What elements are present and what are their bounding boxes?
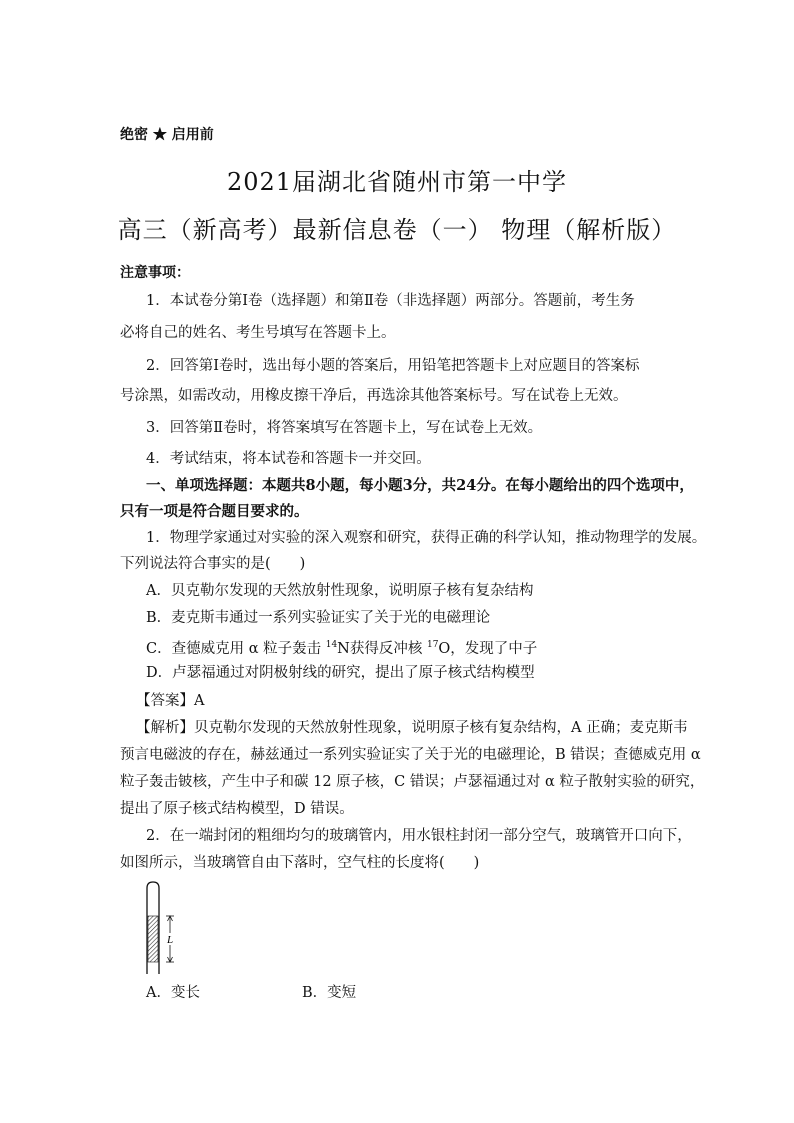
- q2-option-a: A．变长: [146, 985, 200, 1001]
- q2-stem-line2: 如图所示，当玻璃管自由下落时，空气柱的长度将( ): [120, 855, 480, 871]
- q1-analysis-line1: 【解析】贝克勒尔发现的天然放射性现象，说明原子核有复杂结构，A 正确；麦克斯韦: [136, 720, 688, 736]
- glass-tube-figure: [140, 878, 190, 978]
- q2-stem-line1: 2．在一端封闭的粗细均匀的玻璃管内，用水银柱封闭一部分空气，玻璃管开口向下，: [146, 828, 692, 844]
- notice-item-4: 4．考试结束，将本试卷和答题卡一并交回。: [146, 451, 431, 467]
- q1-analysis-line2: 预言电磁波的存在，赫兹通过一系列实验证实了关于光的电磁理论，B 错误；查德威克用 α: [120, 747, 701, 763]
- q1-option-c-text-2: N获得反冲核: [337, 640, 427, 657]
- q1-stem-line1: 1．物理学家通过对实验的深入观察和研究，获得正确的科学认知，推动物理学的发展。: [146, 530, 707, 546]
- q1-answer: 【答案】A: [136, 693, 205, 709]
- notice-item-3: 3．回答第Ⅱ卷时，将答案填写在答题卡上，写在试卷上无效。: [146, 420, 543, 436]
- q1-option-c-text-3: O，发现了中子: [438, 640, 538, 657]
- q1-option-c-text-1: C．查德威克用 α 粒子轰击: [146, 640, 326, 657]
- q1-analysis-line3: 粒子轰击铍核，产生中子和碳 12 原子核，C 错误；卢瑟福通过对 α 粒子散射实验的研究，: [120, 774, 705, 790]
- q1-option-c-superscript-1: 14: [325, 640, 338, 650]
- figure-label-l: L: [166, 934, 174, 946]
- notice-item-1-line1: 1．本试卷分第Ⅰ卷（选择题）和第Ⅱ卷（非选择题）两部分。答题前，考生务: [146, 293, 635, 309]
- section1-heading-line1: 一、单项选择题：本题共8小题，每小题3分，共24分。在每小题给出的四个选项中，: [146, 477, 694, 494]
- mercury-column: [148, 916, 158, 962]
- q1-option-c: [146, 632, 537, 663]
- q1-option-d: D．卢瑟福通过对阴极射线的研究，提出了原子核式结构模型: [146, 665, 535, 681]
- q1-stem-line2: 下列说法符合事实的是( ): [120, 556, 306, 572]
- q1-option-a: A．贝克勒尔发现的天然放射性现象，说明原子核有复杂结构: [146, 583, 534, 599]
- confidential-mark: 绝密 ★ 启用前: [120, 127, 214, 143]
- q1-option-b: B．麦克斯韦通过一系列实验证实了关于光的电磁理论: [146, 610, 491, 626]
- q1-option-c-superscript-2: 17: [426, 640, 439, 650]
- notice-item-2-line2: 号涂黑，如需改动，用橡皮擦干净后，再选涂其他答案标号。写在试卷上无效。: [120, 388, 628, 404]
- exam-title-line2: 高三（新高考）最新信息卷（一） 物理（解析版）: [117, 216, 677, 244]
- notice-heading: 注意事项：: [120, 265, 190, 281]
- notice-item-2-line1: 2．回答第Ⅰ卷时，选出每小题的答案后，用铅笔把答题卡上对应题目的答案标: [146, 358, 640, 374]
- notice-item-1-line2: 必将自己的姓名、考生号填写在答题卡上。: [120, 325, 396, 341]
- q1-analysis-line4: 提出了原子核式结构模型，D 错误。: [120, 801, 354, 817]
- exam-title-line1: 2021届湖北省随州市第一中学: [226, 168, 568, 196]
- section1-heading-line2: 只有一项是符合题目要求的。: [120, 503, 309, 520]
- q2-option-b: B．变短: [302, 985, 357, 1001]
